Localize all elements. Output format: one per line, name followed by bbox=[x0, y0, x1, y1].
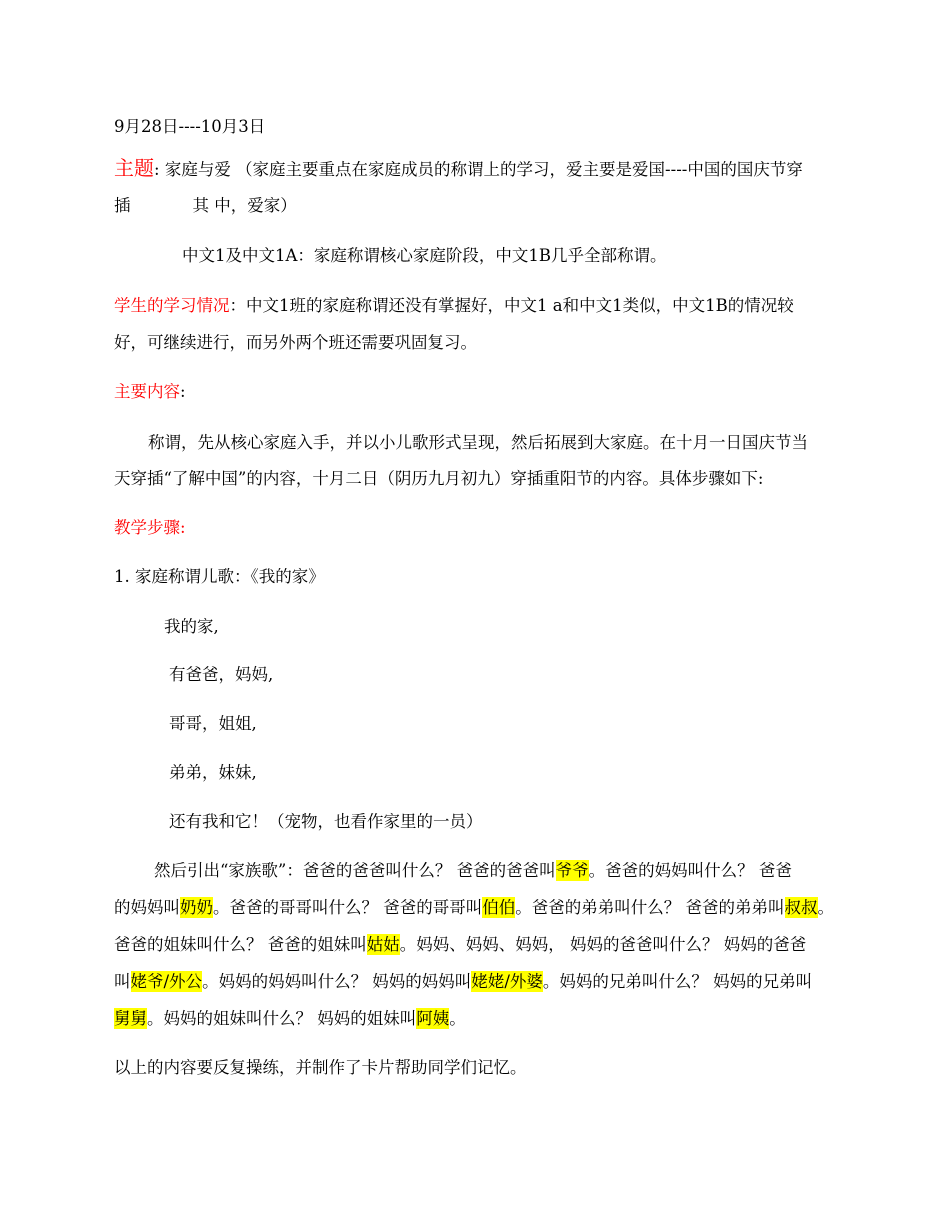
theme-colon: : bbox=[154, 160, 160, 179]
learning-line-1 bbox=[114, 296, 794, 316]
learning-label: 学生的学习情况 bbox=[114, 296, 230, 315]
main-content-line-2: 天穿插“了解中国”的内容，十月二日（阴历九月初九）穿插重阳节的内容。具体步骤如下: bbox=[114, 469, 764, 488]
term-grandma: 奶奶 bbox=[180, 898, 213, 917]
main-content-heading bbox=[114, 382, 186, 402]
family-song-line-3 bbox=[114, 935, 806, 955]
song-text: 叫 bbox=[114, 972, 131, 991]
term-maternal-aunt: 阿姨 bbox=[416, 1009, 450, 1028]
poem-line-2: 有爸爸，妈妈, bbox=[169, 665, 274, 684]
song-text: 。 bbox=[449, 1009, 466, 1028]
levels-line: 中文1及中文1A：家庭称谓核心家庭阶段，中文1B几乎全部称谓。 bbox=[182, 246, 667, 265]
learning-text-1: ：中文1班的家庭称谓还没有掌握好，中文1 a和中文1类似，中文1B的情况较 bbox=[229, 296, 794, 315]
steps-heading: 教学步骤: bbox=[114, 518, 186, 537]
poem-line-5: 还有我和它！（宠物，也看作家里的一员） bbox=[169, 812, 483, 831]
theme-text-2b: 其 中，爱家） bbox=[192, 196, 297, 215]
main-content-colon: : bbox=[180, 382, 186, 401]
song-text: 。爸爸的哥哥叫什么？ 爸爸的哥哥叫 bbox=[213, 898, 483, 917]
term-grandpa: 爷爷 bbox=[555, 861, 589, 880]
song-text: 然后引出“家族歌”：爸爸的爸爸叫什么？ 爸爸的爸爸叫 bbox=[154, 861, 556, 880]
poem-line-3: 哥哥，姐姐, bbox=[169, 714, 257, 733]
learning-line-2: 好，可继续进行，而另外两个班还需要巩固复习。 bbox=[114, 333, 477, 352]
family-song-line-5 bbox=[114, 1009, 466, 1029]
term-uncle-elder: 伯伯 bbox=[482, 898, 516, 917]
theme-line-1 bbox=[114, 158, 803, 180]
term-maternal-grandma: 姥姥/外婆 bbox=[471, 972, 543, 991]
family-song-line-2 bbox=[114, 898, 834, 918]
term-maternal-grandpa: 姥爷/外公 bbox=[130, 972, 203, 991]
term-maternal-uncle: 舅舅 bbox=[114, 1009, 147, 1028]
song-text: 。爸爸的弟弟叫什么？ 爸爸的弟弟叫 bbox=[515, 898, 785, 917]
main-content-label: 主要内容 bbox=[114, 382, 180, 401]
song-text: 。妈妈、妈妈、妈妈， 妈妈的爸爸叫什么？ 妈妈的爸爸 bbox=[399, 935, 807, 954]
theme-line-2 bbox=[114, 196, 297, 216]
song-text: 。妈妈的兄弟叫什么？ 妈妈的兄弟叫 bbox=[542, 972, 813, 991]
closing-line: 以上的内容要反复操练，并制作了卡片帮助同学们记忆。 bbox=[114, 1058, 527, 1077]
main-content-line-1: 称谓，先从核心家庭入手，并以小儿歌形式呈现，然后拓展到大家庭。在十月一日国庆节当 bbox=[148, 433, 808, 452]
theme-label: 主题 bbox=[114, 156, 154, 180]
step1-title: 1. 家庭称谓儿歌：《我的家》 bbox=[114, 567, 325, 586]
theme-text-2a: 插 bbox=[114, 196, 131, 215]
song-text: 的妈妈叫 bbox=[114, 898, 180, 917]
family-song-line-4 bbox=[114, 972, 812, 992]
poem-line-4: 弟弟，妹妹, bbox=[169, 763, 257, 782]
term-aunt-paternal: 姑姑 bbox=[366, 935, 400, 954]
song-text: 。妈妈的妈妈叫什么？ 妈妈的妈妈叫 bbox=[202, 972, 472, 991]
date-range: 9月28日----10月3日 bbox=[114, 117, 266, 136]
theme-text-1: 家庭与爱 （家庭主要重点在家庭成员的称谓上的学习，爱主要是爱国----中国的国庆节穿 bbox=[164, 160, 803, 179]
song-text: 。爸爸的妈妈叫什么？ 爸爸 bbox=[588, 861, 792, 880]
poem-line-1: 我的家, bbox=[164, 617, 219, 636]
song-text: 。 bbox=[817, 898, 834, 917]
song-text: 爸爸的姐妹叫什么？ 爸爸的姐妹叫 bbox=[114, 935, 367, 954]
song-text: 。妈妈的姐妹叫什么？ 妈妈的姐妹叫 bbox=[147, 1009, 417, 1028]
term-uncle-younger: 叔叔 bbox=[784, 898, 818, 917]
family-song-line-1 bbox=[154, 861, 792, 881]
